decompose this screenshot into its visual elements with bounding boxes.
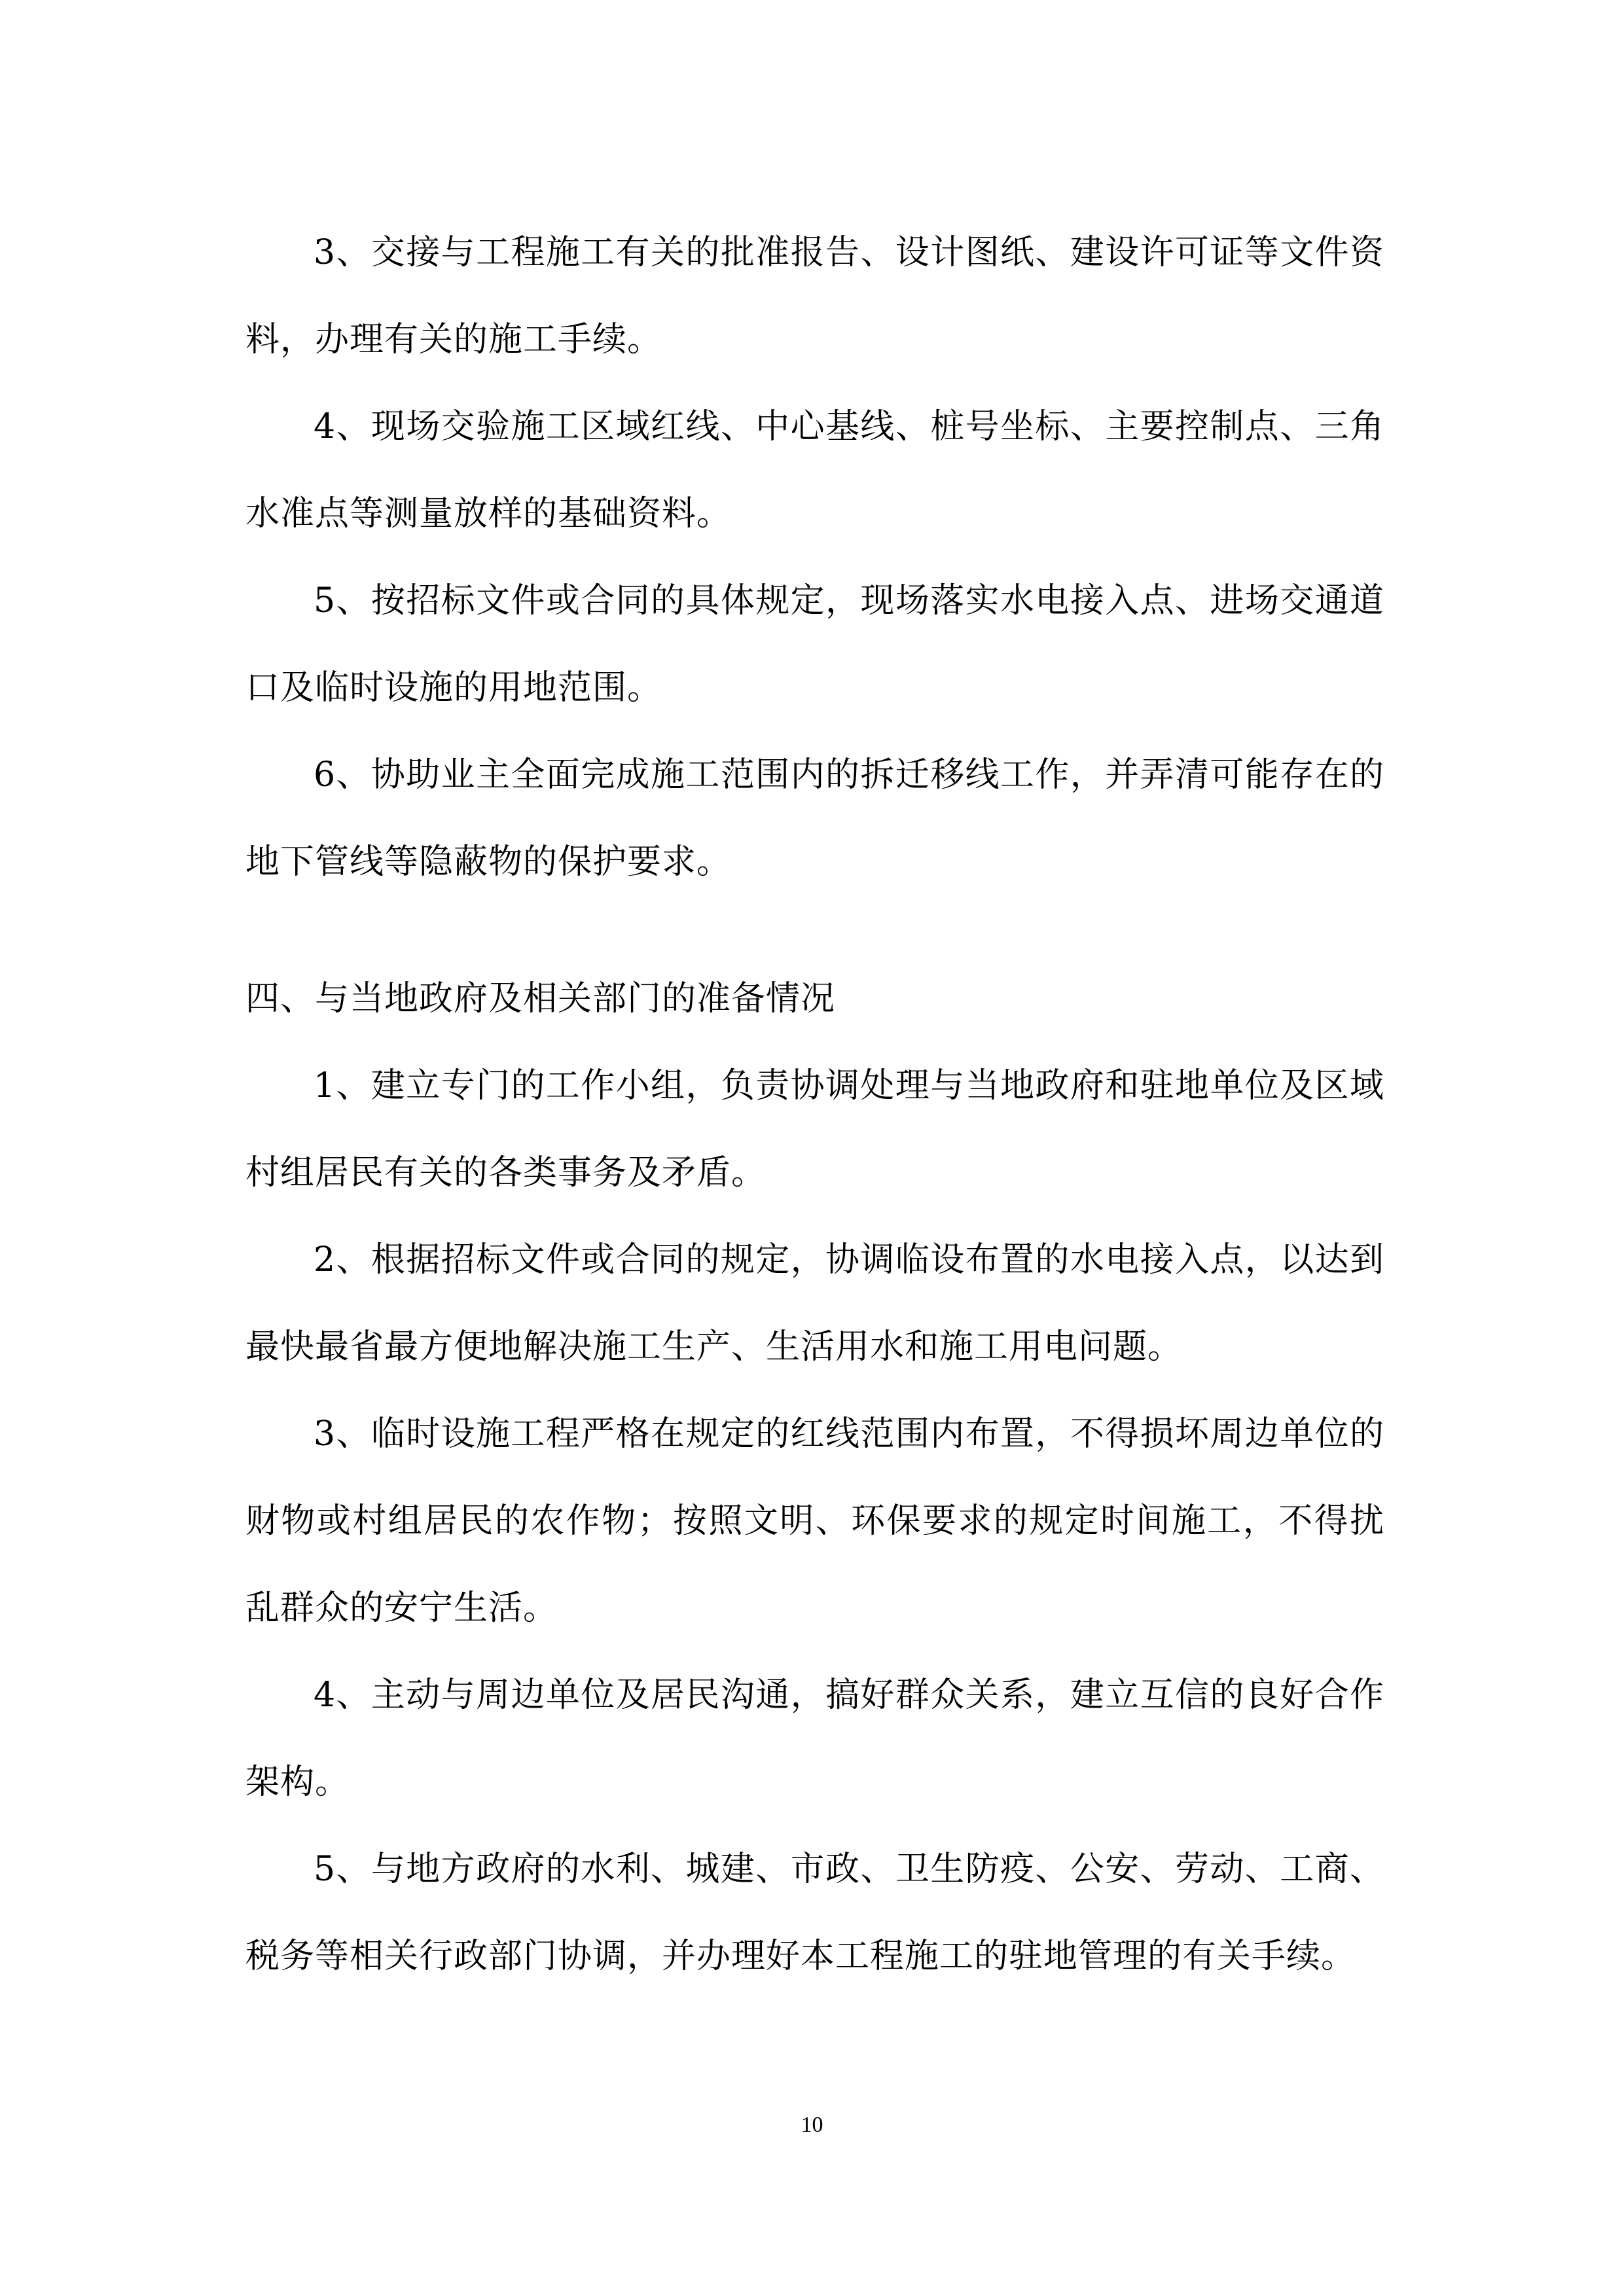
paragraph-item-2: 2、根据招标文件或合同的规定，协调临设布置的水电接入点，以达到最快最省最方便地解决施工生产、生活用水和施工用电问题。: [245, 1240, 1384, 1367]
paragraph-item-5b: 5、与地方政府的水利、城建、市政、卫生防疫、公安、劳动、工商、税务等相关行政部门协调，并办理好本工程施工的驻地管理的有关手续。: [245, 1850, 1384, 1976]
paragraph-item-4: 4、现场交验施工区域红线、中心基线、桩号坐标、主要控制点、三角水准点等测量放样的基础资料。: [245, 407, 1384, 533]
body-text: [245, 209, 1384, 2000]
section-heading: 四、与当地政府及相关部门的准备情况: [245, 979, 836, 1018]
paragraph-item-1: 1、建立专门的工作小组，负责协调处理与当地政府和驻地单位及区域村组居民有关的各类事务及矛盾。: [245, 1066, 1384, 1193]
paragraph-item-3b: 3、临时设施工程严格在规定的红线范围内布置，不得损坏周边单位的财物或村组居民的农作物；按照文明、环保要求的规定时间施工，不得扰乱群众的安宁生活。: [245, 1414, 1384, 1628]
page-number: 10: [801, 2113, 823, 2137]
paragraph-item-4b: 4、主动与周边单位及居民沟通，搞好群众关系，建立互信的良好合作架构。: [245, 1676, 1384, 1802]
paragraph-item-5: 5、按招标文件或合同的具体规定，现场落实水电接入点、进场交通道口及临时设施的用地范围。: [245, 581, 1384, 708]
paragraph-item-3: 3、交接与工程施工有关的批准报告、设计图纸、建设许可证等文件资料，办理有关的施工手续。: [245, 233, 1384, 359]
paragraph-item-6: 6、协助业主全面完成施工范围内的拆迁移线工作，并弄清可能存在的地下管线等隐蔽物的保护要求。: [245, 755, 1384, 882]
